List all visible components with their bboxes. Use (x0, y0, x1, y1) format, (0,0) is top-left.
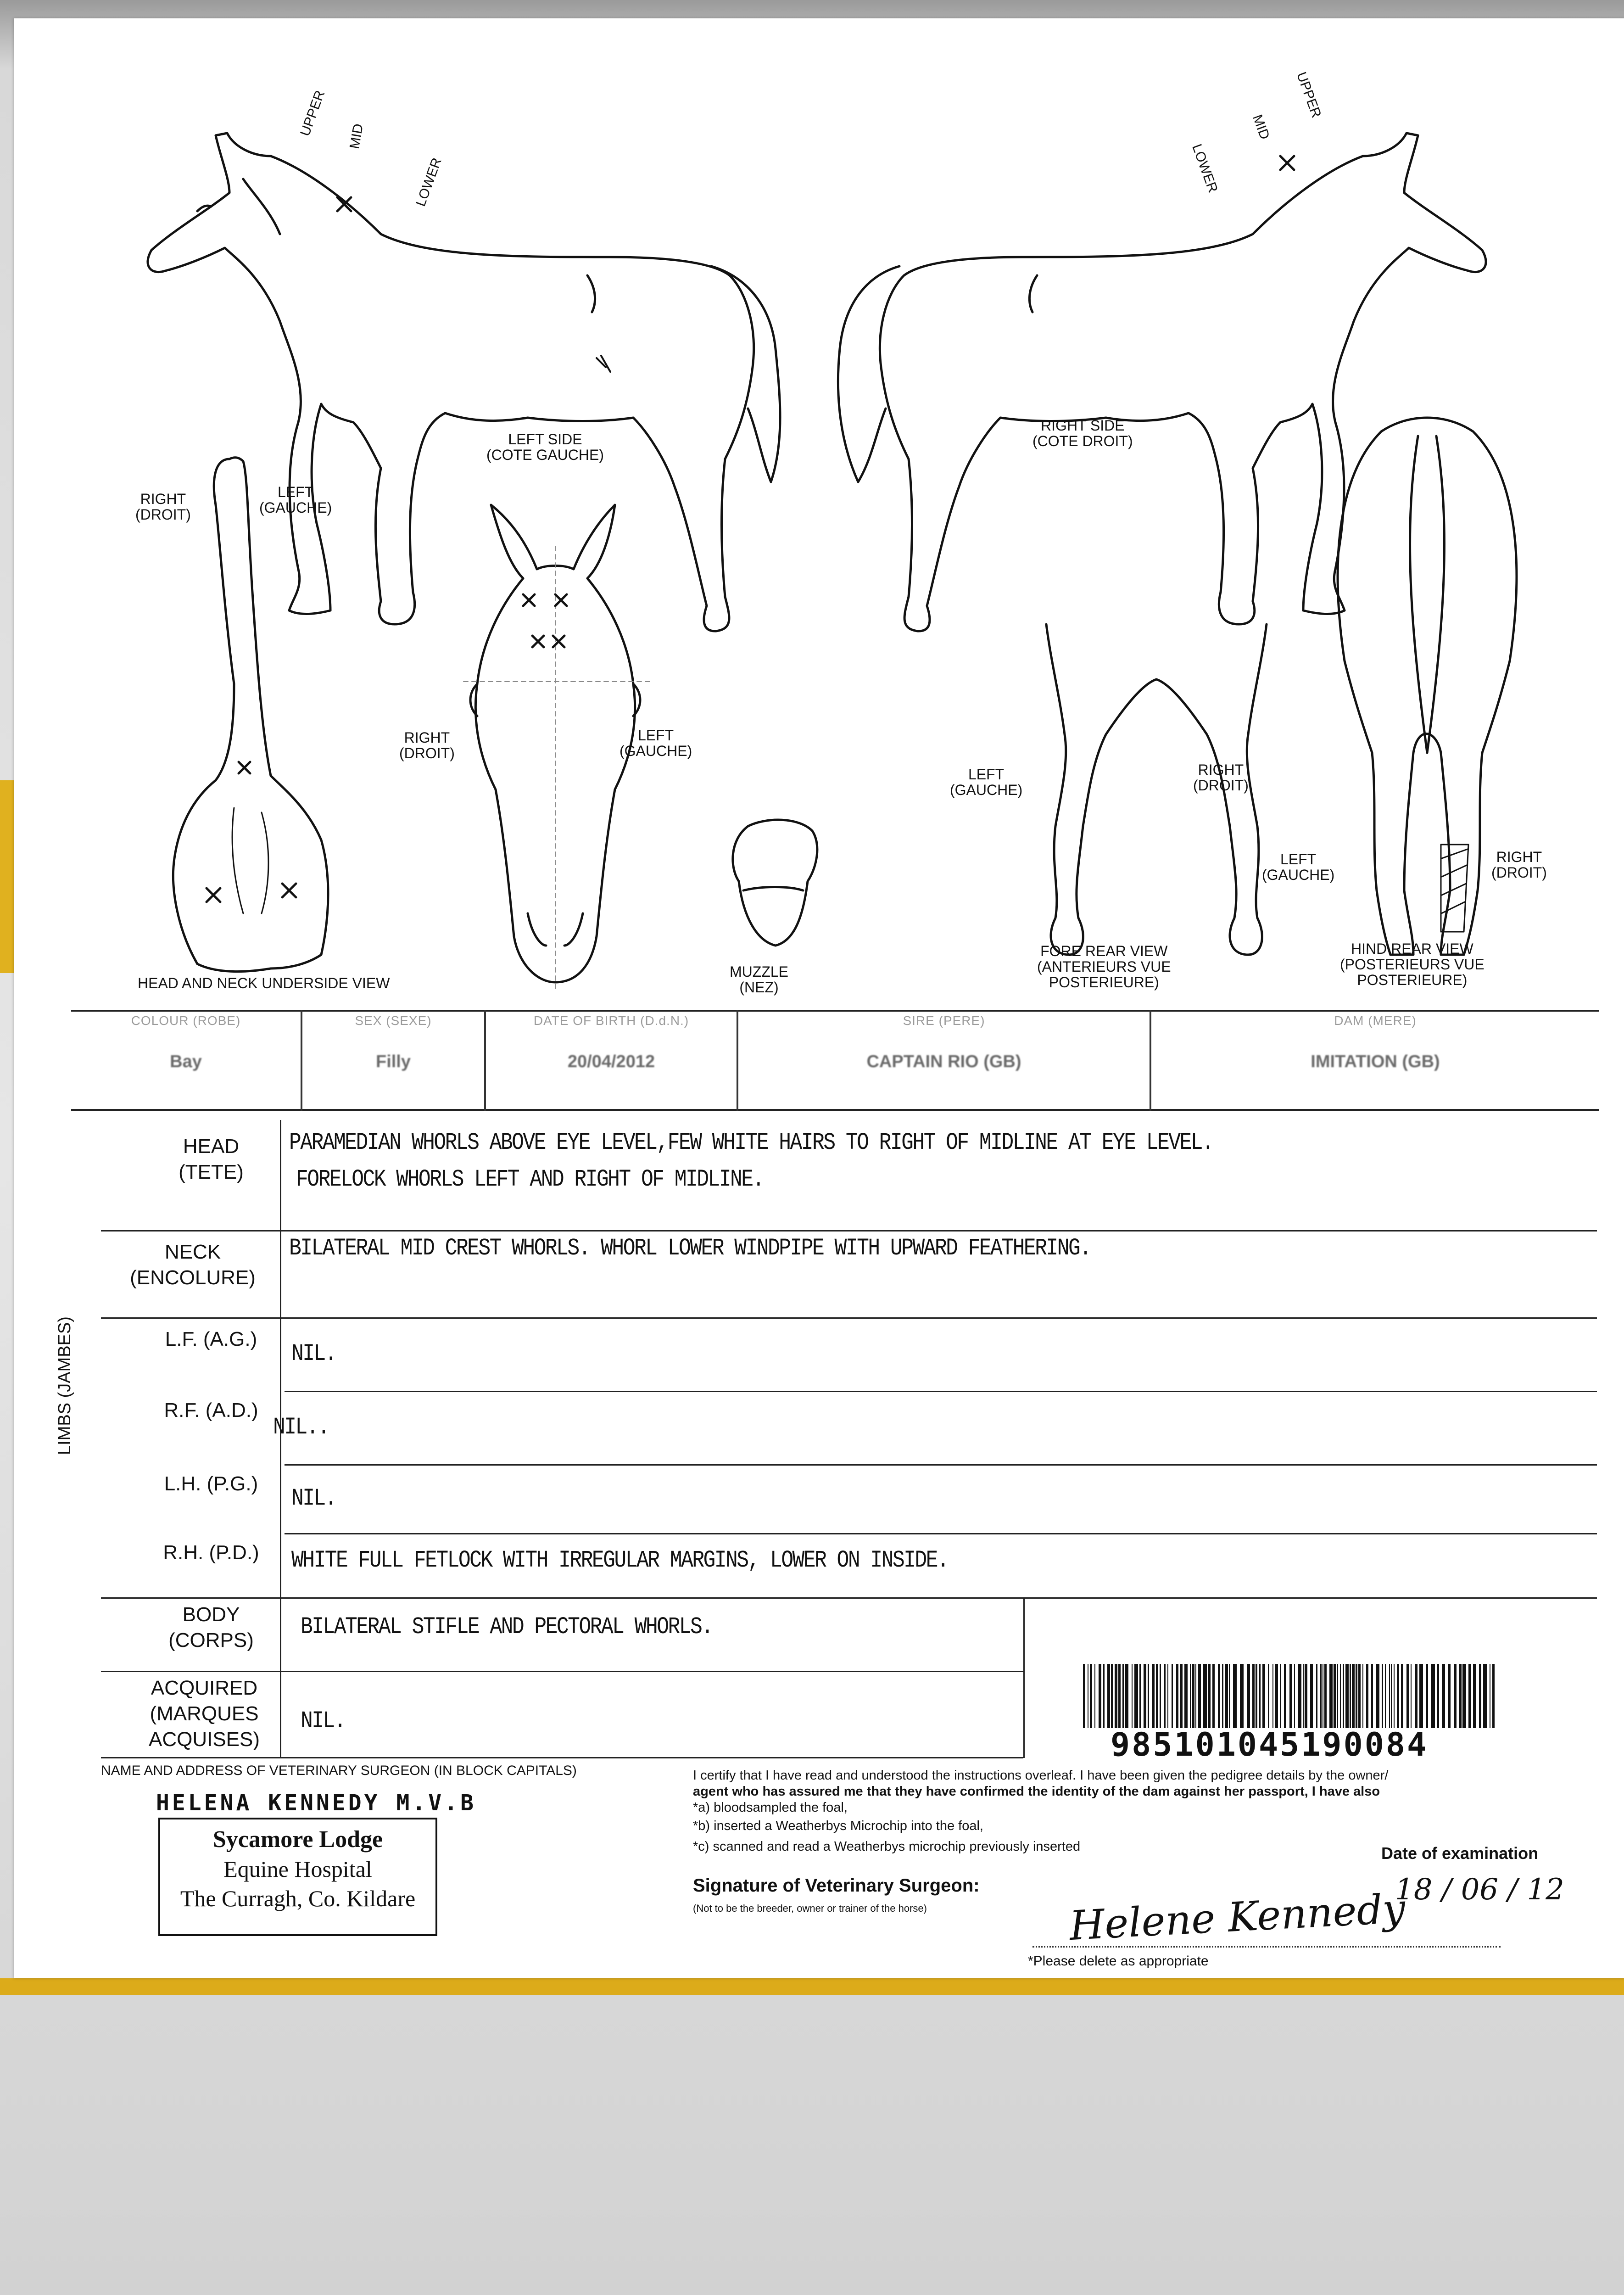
barcode-bar (1252, 1664, 1255, 1728)
head-text-line1: PARAMEDIAN WHORLS ABOVE EYE LEVEL,FEW WHITE HAIRS TO RIGHT OF MIDLINE AT EYE LEVEL. (289, 1129, 1213, 1156)
barcode-bar (1115, 1664, 1117, 1728)
muzzle-outline (733, 820, 817, 946)
barcode-bar (1184, 1664, 1188, 1728)
neck-mid-label: MID (346, 122, 367, 150)
barcode-bar (1268, 1664, 1269, 1728)
barcode-bar (1094, 1664, 1095, 1728)
row-rule (101, 1597, 1597, 1599)
certification-b: *b) inserted a Weatherbys Microchip into the foal, (693, 1819, 983, 1833)
rf-label: R.F. (A.D.) (164, 1399, 258, 1422)
underside-left-label: LEFT (GAUCHE) (259, 484, 332, 516)
barcode-bar (1352, 1664, 1355, 1728)
barcode-bar (1468, 1664, 1471, 1728)
barcode-bar (1090, 1664, 1092, 1728)
barcode-bar (1233, 1664, 1237, 1728)
sire-cell (738, 1010, 1150, 1111)
sex-caption: SEX (SEXE) (355, 1013, 432, 1028)
head-right-label: RIGHT (DROIT) (399, 729, 455, 761)
barcode-bar (1362, 1664, 1363, 1728)
barcode-bar (1483, 1664, 1487, 1728)
barcode-bar (1448, 1664, 1451, 1728)
fore-left-label: LEFT (GAUCHE) (950, 766, 1023, 798)
barcode-bar (1247, 1664, 1250, 1728)
stamp-line-2: Equine Hospital (223, 1856, 372, 1882)
signature-note: (Not to be the breeder, owner or trainer of the horse) (693, 1903, 927, 1914)
colour-cell (71, 1010, 301, 1111)
stamp-line-1: Sycamore Lodge (212, 1826, 383, 1853)
barcode-bar (1125, 1664, 1128, 1728)
barcode-bar (1275, 1664, 1278, 1728)
barcode-bar (1350, 1664, 1351, 1728)
rh-text: WHITE FULL FETLOCK WITH IRREGULAR MARGINS, LOWER ON INSIDE. (291, 1547, 949, 1574)
dob-value: 20/04/2012 (567, 1052, 655, 1071)
head-left-label: LEFT (GAUCHE) (619, 727, 692, 759)
barcode-bar (1222, 1664, 1223, 1728)
barcode-bar (1389, 1664, 1390, 1728)
barcode-bar (1218, 1664, 1220, 1728)
head-text-line2: FORELOCK WHORLS LEFT AND RIGHT OF MIDLINE. (296, 1166, 764, 1193)
barcode-bar (1324, 1664, 1327, 1728)
dam-caption: DAM (MERE) (1334, 1013, 1417, 1028)
barcode-bar (1099, 1664, 1101, 1728)
barcode-bar (1225, 1664, 1228, 1728)
vet-signature: Helene Kennedy (1068, 1884, 1406, 1950)
dam-value: IMITATION (GB) (1311, 1052, 1440, 1071)
barcode-bar (1320, 1664, 1322, 1728)
barcode-bar (1212, 1664, 1215, 1728)
limbs-label: LIMBS (JAMBES) (55, 1316, 74, 1455)
horse-details-table (71, 1010, 1599, 1111)
barcode-bar (1385, 1664, 1386, 1728)
sex-value: Filly (375, 1052, 411, 1071)
barcode-bar (1284, 1664, 1286, 1728)
barcode-bar (1259, 1664, 1261, 1728)
row-rule (101, 1317, 1597, 1319)
barcode-bar (1356, 1664, 1357, 1728)
barcode-bar (1371, 1664, 1373, 1728)
barcode-bar (1303, 1664, 1304, 1728)
barcode-bar (1132, 1664, 1133, 1728)
barcode-bar (1337, 1664, 1338, 1728)
right-side-horse-outline (880, 133, 1486, 631)
barcode-bar (1272, 1664, 1273, 1728)
delete-note: *Please delete as appropriate (1028, 1954, 1209, 1969)
barcode-bar (1107, 1664, 1110, 1728)
head-label: HEAD (TETE) (179, 1135, 244, 1183)
certification-line-1: I certify that I have read and understood the instructions overleaf. I have been given the pedigree details by the owner/ (693, 1768, 1389, 1783)
certification-a: *a) bloodsampled the foal, (693, 1800, 848, 1815)
barcode-bar (1397, 1664, 1399, 1728)
sire-value: CAPTAIN RIO (GB) (866, 1052, 1021, 1071)
barcode-bar (1437, 1664, 1439, 1728)
barcode-bar (1152, 1664, 1155, 1728)
dob-caption: DATE OF BIRTH (D.d.N.) (533, 1013, 689, 1028)
barcode-bar (1411, 1664, 1412, 1728)
exam-date: 18 / 06 / 12 (1395, 1873, 1564, 1907)
right-side-label: RIGHT SIDE (COTE DROIT) (1032, 417, 1133, 449)
barcode-bar (1394, 1664, 1395, 1728)
neck-text: BILATERAL MID CREST WHORLS. WHORL LOWER WINDPIPE WITH UPWARD FEATHERING. (289, 1235, 1091, 1262)
neck-lower-label-right: LOWER (1189, 142, 1221, 195)
neck-lower-label: LOWER (413, 156, 445, 209)
signature-line (1032, 1946, 1501, 1948)
neck-upper-label-right: UPPER (1293, 70, 1324, 120)
barcode-bar (1083, 1664, 1085, 1728)
barcode-bar (1305, 1664, 1307, 1728)
barcode-bar (1111, 1664, 1113, 1728)
barcode-bar (1148, 1664, 1149, 1728)
barcode-bar (1343, 1664, 1344, 1728)
barcode-bar (1316, 1664, 1317, 1728)
body-text: BILATERAL STIFLE AND PECTORAL WHORLS. (301, 1613, 713, 1640)
barcode-bar (1391, 1664, 1392, 1728)
barcode-bar (1195, 1664, 1196, 1728)
horse-diagrams (14, 18, 1624, 1010)
barcode-bar (1376, 1664, 1379, 1728)
hind-rear-view-outline (1338, 418, 1517, 955)
vet-name-caption: NAME AND ADDRESS OF VETERINARY SURGEON (IN BLOCK CAPITALS) (101, 1763, 577, 1778)
barcode-bar (1180, 1664, 1183, 1728)
certification-line-2: agent who has assured me that they have confirmed the identity of the dam against her passport, I have also (693, 1784, 1380, 1799)
sex-cell (302, 1010, 484, 1111)
microchip-number: 985101045190084 (1111, 1726, 1429, 1763)
barcode-bar (1229, 1664, 1230, 1728)
barcode-bar (1462, 1664, 1466, 1728)
barcode-bar (1139, 1664, 1141, 1728)
body-label: BODY (CORPS) (168, 1603, 254, 1651)
barcode-bar (1172, 1664, 1173, 1728)
barcode-bar (1334, 1664, 1336, 1728)
barcode-bar (1176, 1664, 1178, 1728)
barcode-bar (1358, 1664, 1361, 1728)
barcode-bar (1167, 1664, 1168, 1728)
passport-page (14, 18, 1624, 1978)
barcode-bar (1415, 1664, 1418, 1728)
barcode-bar (1134, 1664, 1138, 1728)
fore-right-label: RIGHT (DROIT) (1193, 761, 1249, 794)
underside-view-outline (173, 458, 328, 972)
neck-upper-label: UPPER (297, 88, 328, 139)
barcode-bar (1144, 1664, 1146, 1728)
barcode-bar (1454, 1664, 1457, 1728)
barcode-bar (1329, 1664, 1333, 1728)
barcode-bar (1122, 1664, 1124, 1728)
barcode-bar (1473, 1664, 1476, 1728)
acquired-text: NIL. (301, 1707, 346, 1735)
barcode-bar (1240, 1664, 1244, 1728)
colour-caption: COLOUR (ROBE) (131, 1013, 241, 1028)
signature-caption: Signature of Veterinary Surgeon: (693, 1875, 980, 1896)
barcode-bar (1262, 1664, 1265, 1728)
barcode-bar (1310, 1664, 1313, 1728)
row-rule (285, 1391, 1597, 1392)
barcode-bar (1208, 1664, 1211, 1728)
date-caption: Date of examination (1381, 1844, 1539, 1863)
row-rule (285, 1533, 1597, 1534)
rf-text: NIL.. (273, 1414, 329, 1441)
barcode-bar (1160, 1664, 1161, 1728)
sire-caption: SIRE (PERE) (903, 1013, 985, 1028)
whorl-marks (206, 156, 1294, 902)
barcode-bar (1382, 1664, 1383, 1728)
barcode-bar (1198, 1664, 1201, 1728)
barcode-bar (1426, 1664, 1428, 1728)
rh-label: R.H. (P.D.) (163, 1541, 259, 1564)
barcode-bar (1442, 1664, 1445, 1728)
barcode-bar (1340, 1664, 1341, 1728)
neck-label: NECK (ENCOLURE) (130, 1241, 256, 1289)
clinic-stamp (158, 1818, 437, 1936)
row-rule (101, 1230, 1597, 1231)
barcode-bar (1203, 1664, 1207, 1728)
body-acquired-right-border (1023, 1597, 1025, 1758)
lh-label: L.H. (P.G.) (164, 1472, 258, 1495)
fore-rear-view-caption: FORE REAR VIEW (ANTERIEURS VUE POSTERIEURE) (1037, 943, 1171, 991)
barcode-bar (1366, 1664, 1368, 1728)
barcode-bar (1345, 1664, 1349, 1728)
barcode-bar (1431, 1664, 1435, 1728)
microchip-barcode (1083, 1664, 1496, 1728)
barcode-bar (1192, 1664, 1194, 1728)
barcode-bar (1156, 1664, 1158, 1728)
underside-view-caption: HEAD AND NECK UNDERSIDE VIEW (138, 975, 390, 991)
colour-value: Bay (170, 1052, 202, 1071)
barcode-bar (1406, 1664, 1409, 1728)
row-rule (101, 1757, 1023, 1758)
barcode-bar (1492, 1664, 1495, 1728)
barcode-bar (1459, 1664, 1462, 1728)
vet-name: HELENA KENNEDY M.V.B (156, 1790, 476, 1816)
left-side-label: LEFT SIDE (COTE GAUCHE) (486, 431, 604, 463)
barcode-bar (1118, 1664, 1121, 1728)
dam-cell (1151, 1010, 1599, 1111)
barcode-bar (1190, 1664, 1191, 1728)
hind-right-label: RIGHT (DROIT) (1491, 849, 1547, 881)
row-rule (285, 1464, 1597, 1466)
stamp-line-3: The Curragh, Co. Kildare (180, 1886, 416, 1911)
barcode-bar (1401, 1664, 1403, 1728)
muzzle-caption: MUZZLE (NEZ) (730, 963, 788, 996)
underside-right-label: RIGHT (DROIT) (135, 491, 191, 523)
barcode-bar (1294, 1664, 1295, 1728)
barcode-bar (1256, 1664, 1257, 1728)
hind-left-label: LEFT (GAUCHE) (1262, 851, 1335, 883)
lh-text: NIL. (291, 1485, 336, 1512)
neck-mid-label-right: MID (1250, 112, 1272, 142)
hind-tail (1410, 436, 1445, 753)
barcode-bar (1289, 1664, 1292, 1728)
lf-label: L.F. (A.G.) (165, 1328, 257, 1350)
barcode-bar (1280, 1664, 1281, 1728)
barcode-bar (1298, 1664, 1301, 1728)
certification-c: *c) scanned and read a Weatherbys microchip previously inserted (693, 1839, 1081, 1854)
barcode-bar (1103, 1664, 1105, 1728)
barcode-bar (1419, 1664, 1423, 1728)
acquired-label: ACQUIRED (MARQUES ACQUISES) (148, 1677, 260, 1751)
barcode-bar (1479, 1664, 1481, 1728)
folder-band (0, 1978, 1624, 1995)
row-rule (101, 1671, 1023, 1672)
dob-cell (486, 1010, 737, 1111)
left-side-horse-outline (148, 133, 754, 631)
barcode-bar (1164, 1664, 1166, 1728)
lf-text: NIL. (291, 1340, 336, 1367)
hind-rear-view-caption: HIND REAR VIEW (POSTERIEURS VUE POSTERIEURE) (1340, 940, 1484, 988)
